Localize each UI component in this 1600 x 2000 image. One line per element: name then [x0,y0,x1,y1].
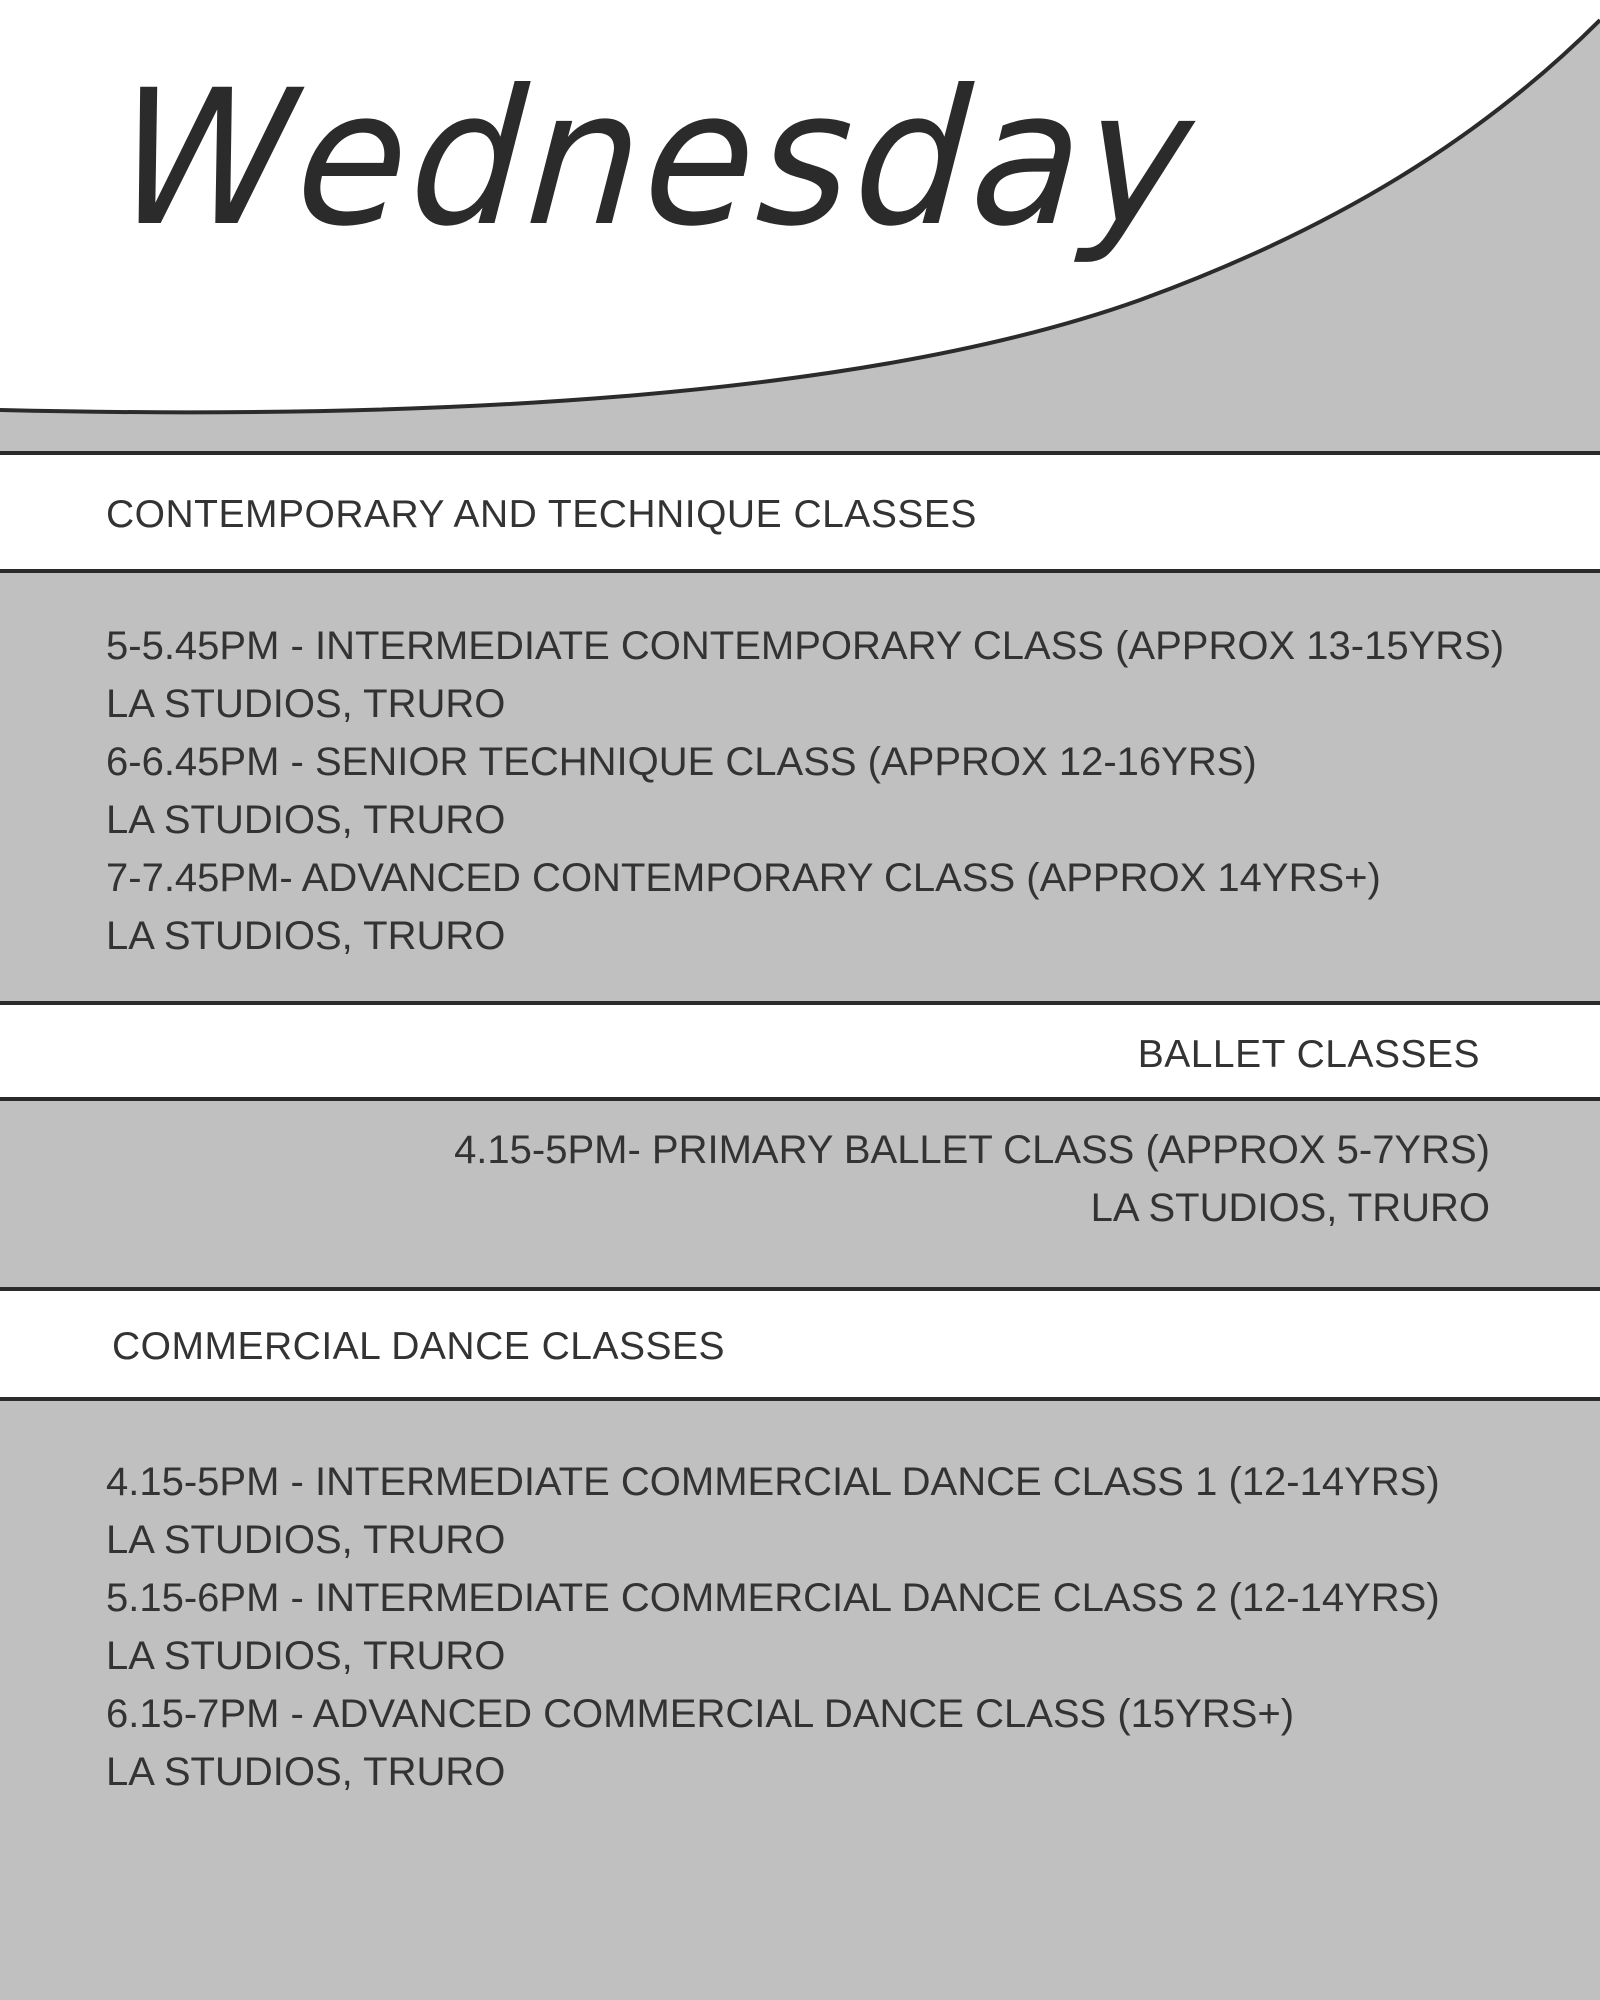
class-entry: 4.15-5PM- PRIMARY BALLET CLASS (APPROX 5-7YRS) [454,1128,1490,1172]
section-heading-band-contemporary [0,451,1600,571]
header [0,0,1600,455]
class-location: LA STUDIOS, TRURO [106,914,506,958]
section-heading-contemporary: CONTEMPORARY AND TECHNIQUE CLASSES [106,493,977,536]
class-location: LA STUDIOS, TRURO [106,1634,506,1678]
class-location: LA STUDIOS, TRURO [106,682,506,726]
section-content-commercial [0,1397,1600,2000]
section-heading-band-ballet [0,1001,1600,1101]
class-location: LA STUDIOS, TRURO [106,1518,506,1562]
class-entry: 5.15-6PM - INTERMEDIATE COMMERCIAL DANCE CLASS 2 (12-14YRS) [106,1576,1440,1620]
class-list-contemporary [106,617,1504,965]
class-entry: 6.15-7PM - ADVANCED COMMERCIAL DANCE CLASS (15YRS+) [106,1692,1295,1736]
section-content-ballet [0,1097,1600,1291]
class-entry: 4.15-5PM - INTERMEDIATE COMMERCIAL DANCE CLASS 1 (12-14YRS) [106,1460,1440,1504]
class-location: LA STUDIOS, TRURO [1090,1186,1490,1230]
section-heading-commercial: COMMERCIAL DANCE CLASSES [112,1325,726,1368]
section-heading-ballet: BALLET CLASSES [1137,1033,1480,1076]
class-entry: 7-7.45PM- ADVANCED CONTEMPORARY CLASS (APPROX 14YRS+) [106,856,1381,900]
section-heading-band-commercial [0,1287,1600,1401]
class-entry: 5-5.45PM - INTERMEDIATE CONTEMPORARY CLASS (APPROX 13-15YRS) [106,624,1505,668]
class-list-ballet [454,1121,1490,1237]
class-location: LA STUDIOS, TRURO [106,1750,506,1794]
class-list-commercial [106,1453,1440,1801]
section-content-contemporary [0,569,1600,1005]
day-title: Wednesday [110,49,1203,268]
class-location: LA STUDIOS, TRURO [106,798,506,842]
class-entry: 6-6.45PM - SENIOR TECHNIQUE CLASS (APPROX 12-16YRS) [106,740,1257,784]
